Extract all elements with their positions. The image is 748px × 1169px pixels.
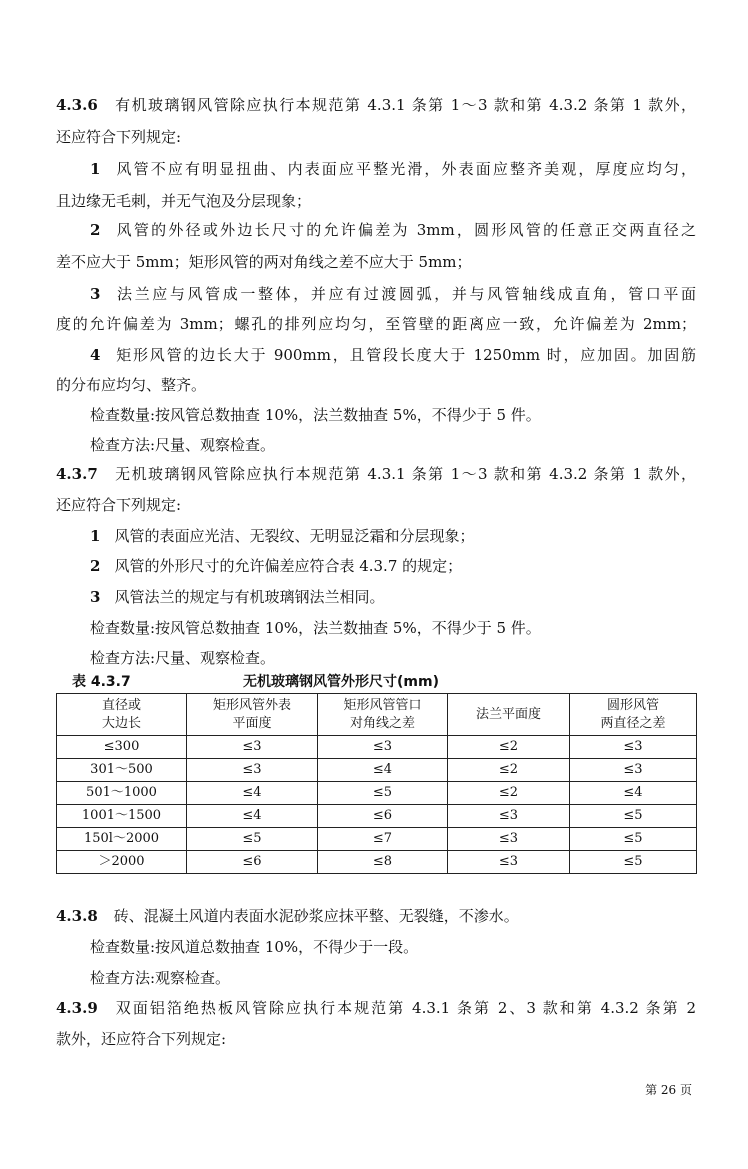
table-label: 表 4.3.7 <box>72 674 131 690</box>
clause-4-3-7-line-1: 4.3.7 无机玻璃钢风管除应执行本规范第 4.3.1 条第 1～3 款和第 4.3.2 条第 1 款外， <box>56 465 696 483</box>
item-2-line-1: 2 风管的外径或外边长尺寸的允许偏差为 3mm，圆形风管的任意正交两直径之 <box>90 221 696 239</box>
table-cell: ≤7 <box>318 828 448 851</box>
table-cell: 1001～1500 <box>57 805 187 828</box>
table-cell: 150l～2000 <box>57 828 187 851</box>
table-cell: ≤2 <box>448 759 570 782</box>
table-cell: 501～1000 <box>57 782 187 805</box>
item-3-line-1: 3 法兰应与风管成一整体，并应有过渡圆弧，并与风管轴线成直角，管口平面 <box>90 285 696 303</box>
table-cell: ≤3 <box>187 759 318 782</box>
table-cell: ≤5 <box>570 828 697 851</box>
clause-number: 4.3.8 <box>56 907 98 925</box>
item-3: 3 风管法兰的规定与有机玻璃钢法兰相同。 <box>90 588 385 606</box>
check-quantity: 检查数量:按风管总数抽查 10%，法兰数抽查 5%，不得少于 5 件。 <box>90 619 541 637</box>
clause-number: 4.3.9 <box>56 999 98 1017</box>
header-cell: 法兰平面度 <box>448 694 570 736</box>
item-4-line-1: 4 矩形风管的边长大于 900mm，且管段长度大于 1250mm 时，应加固。加固筋 <box>90 346 696 364</box>
table-cell: ≤5 <box>187 828 318 851</box>
table-header-row <box>57 694 697 736</box>
table-row <box>57 759 697 782</box>
table-cell: ≤5 <box>318 782 448 805</box>
table-title: 无机玻璃钢风管外形尺寸(mm) <box>243 674 439 690</box>
header-cell: 矩形风管外表 平面度 <box>187 694 318 736</box>
table-row <box>57 736 697 759</box>
table-row <box>57 782 697 805</box>
table-cell: ≤6 <box>318 805 448 828</box>
table-cell: ≤4 <box>187 782 318 805</box>
table-cell: ≤5 <box>570 851 697 874</box>
table-cell: ≤4 <box>187 805 318 828</box>
table-cell: ＞2000 <box>57 851 187 874</box>
table-cell: ≤4 <box>570 782 697 805</box>
clause-4-3-9-line-2: 款外，还应符合下列规定: <box>56 1030 227 1048</box>
table-cell: ≤300 <box>57 736 187 759</box>
table-cell: ≤5 <box>570 805 697 828</box>
table-cell: ≤4 <box>318 759 448 782</box>
check-quantity: 检查数量:按风道总数抽查 10%，不得少于一段。 <box>90 938 419 956</box>
table-cell: ≤3 <box>570 736 697 759</box>
item-4-line-2: 的分布应均匀、整齐。 <box>56 376 207 394</box>
item-1: 1 风管的表面应光洁、无裂纹、无明显泛霜和分层现象； <box>90 527 475 545</box>
clause-4-3-9-line-1: 4.3.9 双面铝箔绝热板风管除应执行本规范第 4.3.1 条第 2、3 款和第 4.3.2 条第 2 <box>56 999 696 1017</box>
check-method: 检查方法:尺量、观察检查。 <box>90 436 276 454</box>
table-cell: ≤3 <box>187 736 318 759</box>
header-cell: 直径或 大边长 <box>57 694 187 736</box>
table-row <box>57 805 697 828</box>
table-cell: ≤3 <box>570 759 697 782</box>
table-cell: ≤3 <box>448 851 570 874</box>
item-2-line-2: 差不应大于 5mm；矩形风管的两对角线之差不应大于 5mm； <box>56 253 472 271</box>
clause-4-3-8: 4.3.8 砖、混凝土风道内表面水泥砂浆应抹平整、无裂缝，不渗水。 <box>56 907 519 925</box>
check-method: 检查方法:尺量、观察检查。 <box>90 649 276 667</box>
header-cell: 圆形风管 两直径之差 <box>570 694 697 736</box>
table-cell: 301～500 <box>57 759 187 782</box>
tolerance-table <box>56 693 697 874</box>
check-quantity: 检查数量:按风管总数抽查 10%，法兰数抽查 5%，不得少于 5 件。 <box>90 406 541 424</box>
header-cell: 矩形风管管口 对角线之差 <box>318 694 448 736</box>
table-cell: ≤3 <box>448 828 570 851</box>
clause-4-3-6-line-2: 还应符合下列规定: <box>56 128 182 146</box>
table-cell: ≤2 <box>448 782 570 805</box>
table-row <box>57 828 697 851</box>
table-cell: ≤3 <box>448 805 570 828</box>
table-cell: ≤2 <box>448 736 570 759</box>
table-cell: ≤8 <box>318 851 448 874</box>
clause-4-3-6-line-1: 4.3.6 有机玻璃钢风管除应执行本规范第 4.3.1 条第 1～3 款和第 4.3.2 条第 1 款外， <box>56 96 696 114</box>
item-1-line-2: 且边缘无毛刺，并无气泡及分层现象； <box>56 192 312 210</box>
item-2: 2 风管的外形尺寸的允许偏差应符合表 4.3.7 的规定； <box>90 557 463 575</box>
table-cell: ≤3 <box>318 736 448 759</box>
clause-4-3-7-line-2: 还应符合下列规定: <box>56 496 182 514</box>
table-cell: ≤6 <box>187 851 318 874</box>
table-row <box>57 851 697 874</box>
item-1-line-1: 1 风管不应有明显扭曲、内表面应平整光滑，外表面应整齐美观，厚度应均匀， <box>90 160 696 178</box>
clause-number: 4.3.6 <box>56 96 98 114</box>
clause-number: 4.3.7 <box>56 465 98 483</box>
page-number: 第 26 页 <box>645 1083 692 1097</box>
item-3-line-2: 度的允许偏差为 3mm；螺孔的排列应均匀，至管壁的距离应一致，允许偏差为 2mm； <box>56 315 696 333</box>
check-method: 检查方法:观察检查。 <box>90 969 231 987</box>
